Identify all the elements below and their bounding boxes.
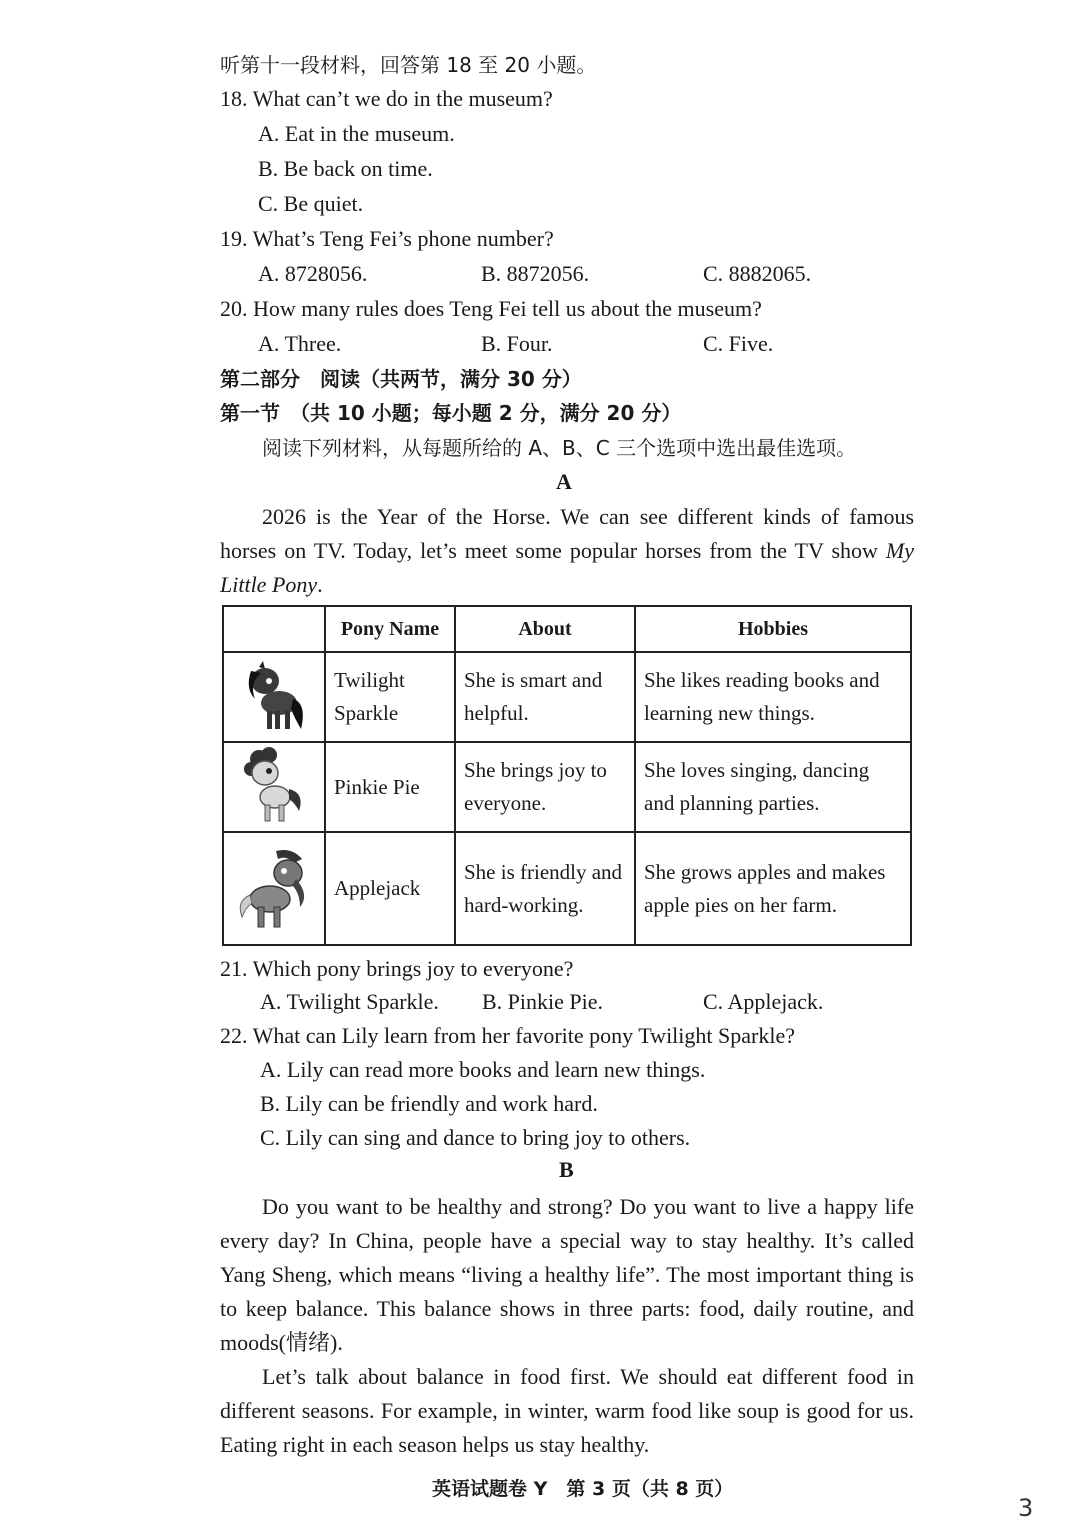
pony-table [222,605,912,946]
pony-hobbies: She likes reading books and learning new things. [635,652,911,742]
table-row [223,742,911,832]
pony-name: Twilight Sparkle [325,652,455,742]
question-20 [220,294,762,324]
option-19a: A. 8728056. [258,261,368,286]
question-18 [220,84,553,114]
reading-instruction: 阅读下列材料，从每题所给的 A、B、C 三个选项中选出最佳选项。 [262,436,857,460]
question-text: What can’t we do in the museum? [252,86,553,111]
part2-heading: 第二部分 阅读（共两节，满分 30 分） [220,367,582,391]
passage-b-body [220,1190,914,1462]
option-21a: A. Twilight Sparkle. [260,989,439,1014]
question-number: 20. [220,296,248,321]
twilight-sparkle-pony-icon [239,659,309,735]
table-header-row [223,606,911,652]
option-20b: B. Four. [481,331,553,356]
option-22a: A. Lily can read more books and learn new things. [260,1057,706,1082]
pony-name: Applejack [325,832,455,945]
pony-name: Pinkie Pie [325,742,455,832]
option-18c: C. Be quiet. [258,191,364,216]
pony-about: She is friendly and hard-working. [455,832,635,945]
paragraph-end: . [317,572,323,597]
footer-label: 英语试题卷 Y 第 3 页（共 8 页） [432,1478,734,1500]
passage-b-letter: B [559,1157,574,1182]
option-20a: A. Three. [258,331,342,356]
passage-b-paragraph-1: Do you want to be healthy and strong? Do you want to live a happy life every day? In China, people have a special way to stay healthy. It’s called Yang Sheng, which means “living a healthy life”. The most important thing is to keep balance. This balance shows in three parts: food, daily routine, and moods(情绪). [220,1194,914,1355]
question-number: 18. [220,86,248,111]
page-number: 3 [1018,1494,1034,1522]
question-number: 22. [220,1023,248,1048]
question-text: How many rules does Teng Fei tell us about the museum? [253,296,762,321]
pony-about: She is smart and helpful. [455,652,635,742]
pinkie-pie-pony-icon [239,747,309,827]
question-text: What’s Teng Fei’s phone number? [252,226,554,251]
option-22c: C. Lily can sing and dance to bring joy to others. [260,1125,691,1150]
header-about: About [455,606,635,652]
option-22b: B. Lily can be friendly and work hard. [260,1091,598,1116]
question-19 [220,224,554,254]
applejack-pony-icon [234,843,314,935]
show-title: My Little Pony [220,538,914,597]
passage-a-letter: A [556,469,572,494]
question-text: What can Lily learn from her favorite pony Twilight Sparkle? [252,1023,795,1048]
passage-a-paragraph [220,500,914,602]
header-hobbies: Hobbies [635,606,911,652]
pony-image-cell [223,652,325,742]
pony-hobbies: She loves singing, dancing and planning parties. [635,742,911,832]
table-row [223,652,911,742]
option-20c: C. Five. [703,331,774,356]
section1-heading: 第一节 （共 10 小题；每小题 2 分，满分 20 分） [220,401,682,425]
listening-intro: 听第十一段材料，回答第 18 至 20 小题。 [220,53,597,77]
option-21c: C. Applejack. [703,989,824,1014]
option-19b: B. 8872056. [481,261,590,286]
header-image [223,606,325,652]
pony-image-cell [223,742,325,832]
option-18a: A. Eat in the museum. [258,121,455,146]
table-row [223,832,911,945]
pony-image-cell [223,832,325,945]
option-21b: B. Pinkie Pie. [482,989,604,1014]
passage-b-paragraph-2: Let’s talk about balance in food first. We should eat different food in different seasons. For example, in winter, warm food like soup is good for us. Eating right in each season helps us stay healthy. [220,1364,914,1457]
pony-about: She brings joy to everyone. [455,742,635,832]
question-22 [220,1021,795,1051]
question-text: Which pony brings joy to everyone? [252,956,574,981]
option-18b: B. Be back on time. [258,156,433,181]
pony-hobbies: She grows apples and makes apple pies on her farm. [635,832,911,945]
header-pony-name: Pony Name [325,606,455,652]
question-number: 21. [220,956,248,981]
option-19c: C. 8882065. [703,261,812,286]
paragraph-text: 2026 is the Year of the Horse. We can see different kinds of famous horses on TV. Today, let’s meet some popular horses from the TV show [220,504,914,563]
question-21 [220,954,573,984]
question-number: 19. [220,226,248,251]
